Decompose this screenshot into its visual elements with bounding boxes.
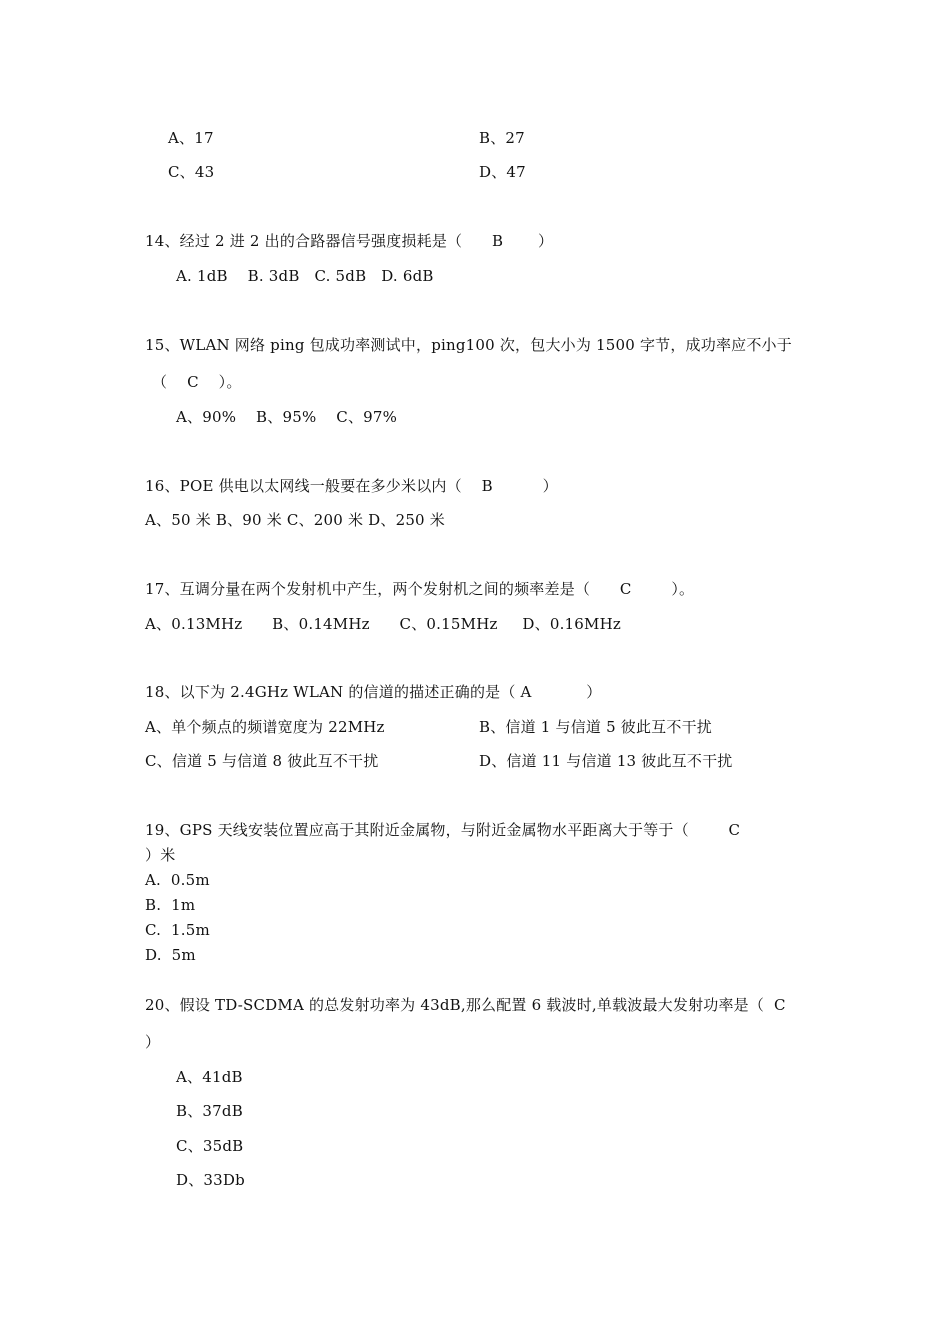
q14-options: A. 1dB B. 3dB C. 5dB D. 6dB <box>176 267 434 285</box>
q17-question: 17、互调分量在两个发射机中产生，两个发射机之间的频率差是（ C ）。 <box>145 580 695 598</box>
q18-option-c: C、信道 5 与信道 8 彼此互不干扰 <box>145 752 379 770</box>
q15-options: A、90% B、95% C、97% <box>176 408 398 426</box>
q19-option-b: B. 1m <box>145 896 196 914</box>
q18-option-d: D、信道 11 与信道 13 彼此互不干扰 <box>479 752 733 770</box>
q15-question-line1: 15、WLAN 网络 ping 包成功率测试中，ping100 次，包大小为 1500 字节，成功率应不小于 <box>145 336 792 354</box>
q18-question: 18、以下为 2.4GHz WLAN 的信道的描述正确的是（ A ） <box>145 683 602 701</box>
q20-question-line2: ） <box>145 1033 161 1051</box>
q19-option-d: D. 5m <box>145 946 196 964</box>
q13-option-b: B、27 <box>479 129 525 147</box>
q16-question: 16、POE 供电以太网线一般要在多少米以内（ B ） <box>145 477 558 495</box>
q19-option-a: A. 0.5m <box>145 871 210 889</box>
q13-option-d: D、47 <box>479 163 526 181</box>
q20-option-d: D、33Db <box>176 1171 245 1189</box>
q18-option-a: A、单个频点的频谱宽度为 22MHz <box>145 718 385 736</box>
q19-question-line1: 19、GPS 天线安装位置应高于其附近金属物，与附近金属物水平距离大于等于（ C <box>145 821 741 839</box>
q16-options: A、50 米 B、90 米 C、200 米 D、250 米 <box>145 511 445 529</box>
q17-options: A、0.13MHz B、0.14MHz C、0.15MHz D、0.16MHz <box>145 615 621 633</box>
q13-option-c: C、43 <box>168 163 215 181</box>
q20-option-c: C、35dB <box>176 1137 244 1155</box>
q19-question-line2: ）米 <box>145 846 176 864</box>
q15-question-line2: （ C ）。 <box>152 373 242 391</box>
q14-question: 14、经过 2 进 2 出的合路器信号强度损耗是（ B ） <box>145 232 554 250</box>
q19-option-c: C. 1.5m <box>145 921 210 939</box>
q20-option-a: A、41dB <box>176 1068 243 1086</box>
q20-option-b: B、37dB <box>176 1102 243 1120</box>
q18-option-b: B、信道 1 与信道 5 彼此互不干扰 <box>479 718 712 736</box>
q13-option-a: A、17 <box>168 129 214 147</box>
q20-question-line1: 20、假设 TD-SCDMA 的总发射功率为 43dB,那么配置 6 载波时,单载波最大发射功率是（ C <box>145 996 786 1014</box>
